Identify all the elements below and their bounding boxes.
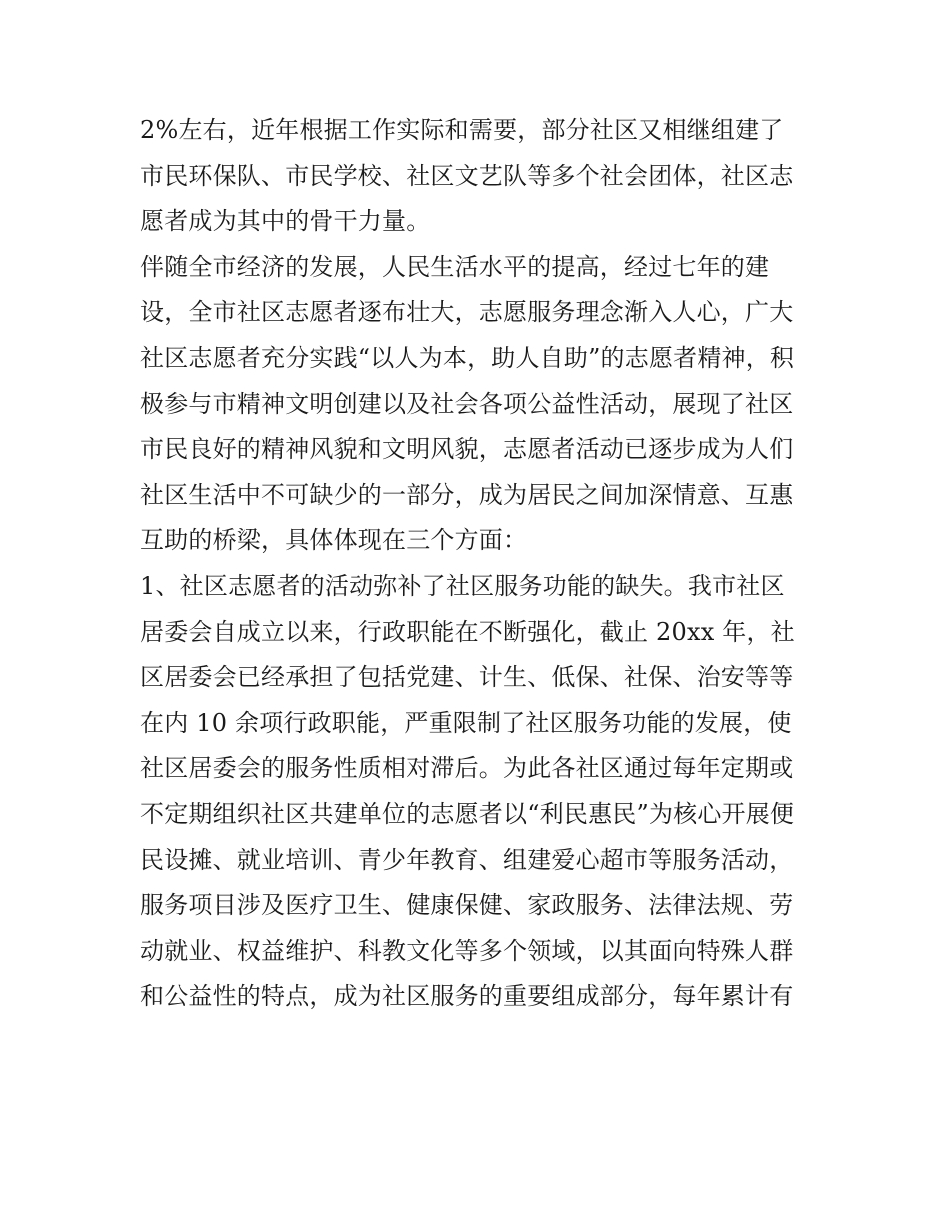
- text-line: 区居委会已经承担了包括党建、计生、低保、社保、治安等等: [140, 663, 794, 692]
- text-line: 不定期组织社区共建单位的志愿者以“利民惠民”为核心开展便: [140, 799, 795, 828]
- text-line: 社区居委会的服务性质相对滞后。为此各社区通过每年定期或: [140, 754, 794, 783]
- text-line: 1、社区志愿者的活动弥补了社区服务功能的缺失。我市社区: [140, 571, 785, 600]
- text-line: 民设摊、就业培训、青少年教育、组建爱心超市等服务活动，: [140, 845, 794, 874]
- text-line: 伴随全市经济的发展，人民生活水平的提高，经过七年的建: [140, 252, 770, 281]
- text-line: 在内 10 余项行政职能，严重限制了社区服务功能的发展，使: [140, 708, 792, 737]
- text-line: 社区生活中不可缺少的一部分，成为居民之间加深情意、互惠: [140, 480, 794, 509]
- text-line: 动就业、权益维护、科教文化等多个领域，以其面向特殊人群: [140, 936, 794, 965]
- text-line: 极参与市精神文明创建以及社会各项公益性活动，展现了社区: [140, 389, 794, 418]
- text-line: 社区志愿者充分实践“以人为本，助人自助”的志愿者精神，积: [140, 343, 795, 372]
- text-line: 市民环保队、市民学校、社区文艺队等多个社会团体，社区志: [140, 161, 794, 190]
- text-line: 互助的桥梁，具体体现在三个方面：: [140, 526, 528, 555]
- text-line: 服务项目涉及医疗卫生、健康保健、家政服务、法律法规、劳: [140, 891, 794, 920]
- text-line: 市民良好的精神风貌和文明风貌，志愿者活动已逐步成为人们: [140, 435, 794, 464]
- text-line: 和公益性的特点，成为社区服务的重要组成部分，每年累计有: [140, 982, 794, 1011]
- text-line: 2%左右，近年根据工作实际和需要，部分社区又相继组建了: [140, 116, 784, 144]
- text-line: 设，全市社区志愿者逐布壮大，志愿服务理念渐入人心，广大: [140, 298, 794, 327]
- text-line: 居委会自成立以来，行政职能在不断强化，截止 20xx 年，社: [140, 617, 795, 646]
- body-text: [140, 108, 840, 1020]
- text-line: 愿者成为其中的骨干力量。: [140, 207, 431, 236]
